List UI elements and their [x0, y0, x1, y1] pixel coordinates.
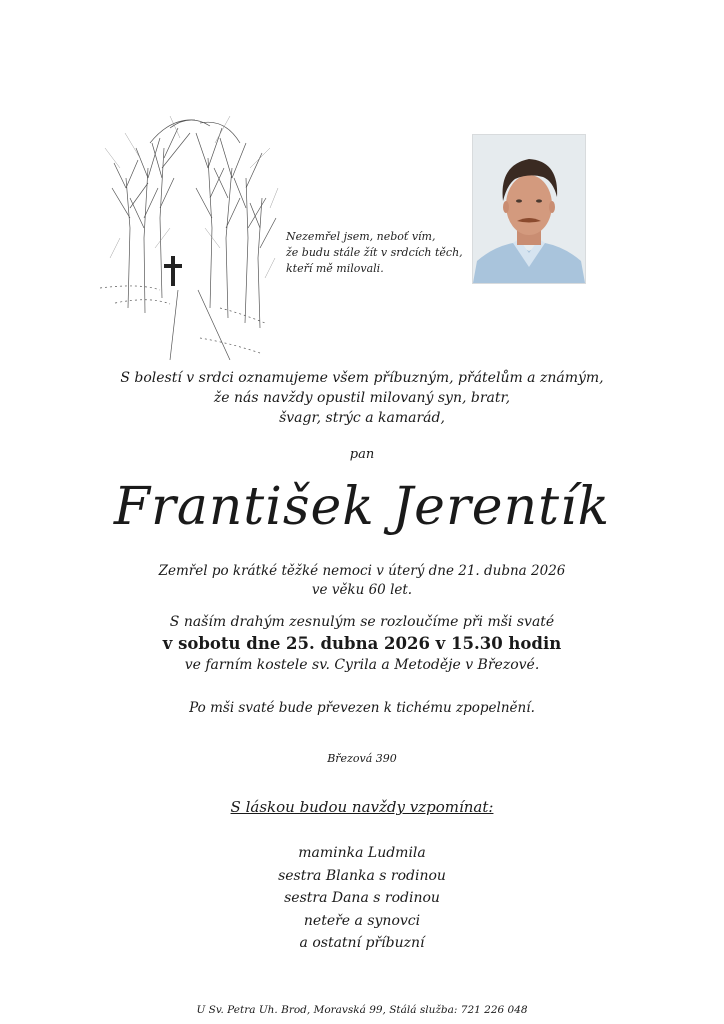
family-member: neteře a synovci	[303, 912, 421, 929]
family-member: maminka Ludmila	[298, 845, 426, 861]
death-line: Zemřel po krátké těžké nemoci v úterý dne 21. dubna 2026	[158, 563, 566, 579]
trees-cross-illustration	[100, 108, 280, 360]
cremation-note: Po mši svaté bude převezen k tichému zpopelnění.	[189, 700, 535, 716]
farewell-place: ve farním kostele sv. Cyrila a Metoděje v Březové.	[184, 657, 540, 673]
funeral-service-footer: U Sv. Petra Uh. Brod, Moravská 99, Stálá služba: 721 226 048	[196, 1004, 528, 1016]
family-member: sestra Dana s rodinou	[284, 890, 440, 906]
deceased-name: František Jerentík	[113, 477, 611, 537]
quote	[286, 229, 466, 277]
announcement-line: že nás navždy opustil milovaný syn, bratr,	[213, 390, 511, 406]
title-word: pan	[349, 447, 375, 462]
announcement	[0, 368, 724, 428]
quote-line: Nezemřel jsem, neboť vím,	[286, 230, 436, 243]
farewell-date: v sobotu dne 25. dubna 2026 v 15.30 hodin	[162, 634, 562, 653]
death-line: ve věku 60 let.	[311, 582, 413, 598]
family-member: a ostatní příbuzní	[299, 935, 425, 951]
farewell-info	[0, 612, 724, 676]
memory-heading: S láskou budou navždy vzpomínat:	[230, 798, 494, 816]
death-info	[0, 562, 724, 600]
quote-line: kteří mě milovali.	[286, 262, 384, 275]
family-address: Březová 390	[327, 752, 397, 765]
quote-line: že budu stále žít v srdcích těch,	[286, 246, 463, 259]
announcement-line: S bolestí v srdci oznamujeme všem příbuzným, přátelům a známým,	[120, 370, 604, 386]
family-list	[0, 842, 724, 955]
family-member: sestra Blanka s rodinou	[278, 867, 446, 884]
portrait-photo	[472, 134, 586, 284]
farewell-line: S naším drahým zesnulým se rozloučíme při mši svaté	[169, 614, 555, 630]
announcement-line: švagr, strýc a kamarád,	[279, 410, 445, 426]
